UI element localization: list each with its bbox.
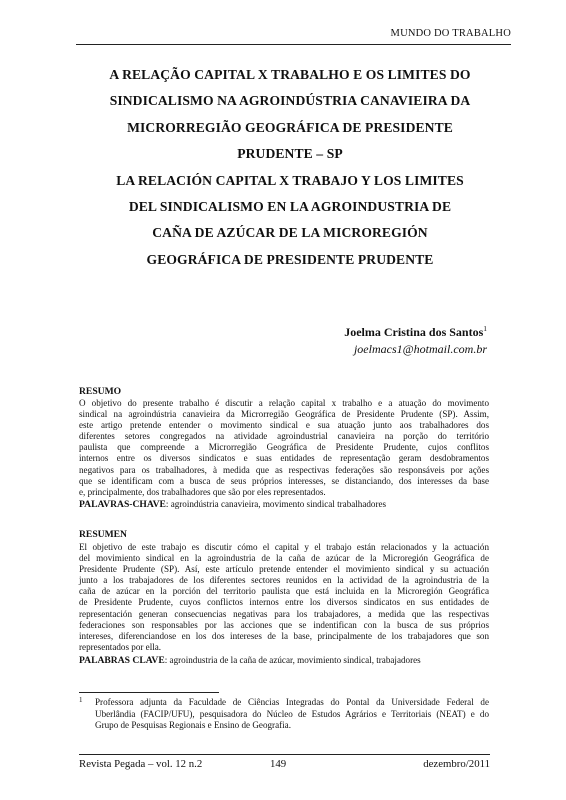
keywords-text: : agroindústria canavieira, movimento sindical trabalhadores [165, 499, 387, 509]
author-email[interactable]: joelmacs1@hotmail.com.br [353, 342, 487, 356]
resumen-line: intereses, diferenciandose en los dos intereses de la base, principalmente de los trabajadores que son [79, 630, 489, 641]
resumo-line: diferentes setores congregados na atividade agroindustrial canavieira na porção do território [79, 431, 489, 442]
footnote-line: Grupo de Pesquisas Regionais e Ensino de Geografia. [95, 720, 291, 731]
title-line: GEOGRÁFICA DE PRESIDENTE PRUDENTE [146, 251, 434, 267]
resumen-line: Presidente Prudente (SP). Así, este artículo pretende entender el movimiento sindical y su actuación [79, 564, 489, 575]
title-line: A RELAÇÃO CAPITAL X TRABALHO E OS LIMITES DO [109, 67, 471, 82]
resumo-line: e, principalmente, dos trabalhadores que são por eles representados. [79, 486, 326, 497]
running-header: MUNDO DO TRABALHO [390, 28, 511, 39]
footnote-mark: 1 [79, 696, 83, 704]
author-block [344, 320, 487, 358]
footnote [79, 697, 489, 732]
resumo-line: O objetivo do presente trabalho é discutir a relação capital x trabalho e a atuação do movimento [79, 398, 489, 408]
author-name [344, 320, 487, 341]
keywords-text: : agroindustria de la caña de azúcar, movimiento sindical, trabajadores [164, 655, 421, 665]
journal-name: Revista Pegada – vol. 12 n.2 [79, 758, 203, 770]
footnote-line: Professora adjunta da Faculdade de Ciências Integradas do Pontal da Universidade Federal de [95, 697, 489, 707]
footnote-divider [79, 692, 219, 693]
resumo-line: que se identificam com a busca de seus próprios interesses, se distanciando, dos interesses da base [79, 475, 489, 486]
resumo-line: paulista que compreende a Microrregião Geográfica de Presidente Prudente, cujos conflitos [79, 442, 489, 453]
author-footnote-ref[interactable]: 1 [483, 324, 487, 333]
resumo-heading: RESUMO [79, 386, 122, 397]
title-line: CAÑA DE AZÚCAR DE LA MICROREGIÓN [152, 225, 428, 241]
title-line: LA RELACIÓN CAPITAL X TRABAJO Y LOS LIMITES [116, 172, 464, 188]
header-divider [76, 44, 511, 45]
article-title [70, 62, 510, 273]
resumen-line: del movimiento sindical en la agroindustria de la caña de azúcar de la Microregión Geográfica de [79, 553, 489, 564]
resumen-line: representados por ella. [79, 641, 162, 652]
footnote-body [95, 697, 489, 732]
resumen-line: junto a los trabajadores de los diferentes sectores reunidos en la actividad de la agroindustria de la [79, 575, 489, 586]
resumo-line: este artigo pretende entender o movimento sindical e sua atuação junto aos trabalhadores dos [79, 420, 489, 431]
title-line: SINDICALISMO NA AGROINDÚSTRIA CANAVIEIRA DA [109, 93, 471, 109]
author-name-text: Joelma Cristina dos Santos [344, 325, 484, 339]
title-line: MICRORREGIÃO GEOGRÁFICA DE PRESIDENTE [127, 119, 453, 135]
title-line: PRUDENTE – SP [237, 146, 343, 162]
resumen-line: representación generan consecuencias negativas para los trabajadores, a medida que las respectivas [79, 608, 489, 619]
keywords-label: PALAVRAS-CHAVE [79, 499, 166, 510]
issue-date: dezembro/2011 [423, 758, 490, 770]
resumo-body [79, 398, 489, 498]
resumen-keywords [79, 655, 421, 666]
title-line: DEL SINDICALISMO EN LA AGROINDUSTRIA DE [128, 199, 452, 215]
resumo-line: internos entre os diversos sindicatos e suas entidades de representação geram desdobramentos [79, 453, 489, 464]
page-number: 149 [270, 758, 287, 770]
resumo-line: sindical na agroindústria canavieira da Microrregião Geográfica de Presidente Prudente (SP). Assim, [79, 409, 489, 420]
resumen-line: El objetivo de este trabajo es discutir cómo el capital y el trabajo están relacionados y la actuación [79, 542, 489, 552]
resumo-keywords [79, 499, 386, 510]
resumen-line: de Presidente Prudente, cuyos conflictos internos entre los diversos sindicatos en sus entidades de [79, 597, 489, 608]
footnote-line: Uberlândia (FACIP/UFU), pesquisadora do Núcleo de Estudos Agrários e Territoriais (NEAT) e do [95, 708, 489, 719]
resumen-body [79, 542, 489, 653]
footer-divider [79, 754, 490, 755]
resumen-heading: RESUMEN [79, 529, 127, 540]
resumen-line: federaciones son responsables por las acciones que se indentifican con la busca de sus próprios [79, 619, 489, 630]
resumen-line: caña de azúcar en la porción del territorio paulista que está incluida en la Microregión Geográfica [79, 586, 489, 597]
keywords-label: PALABRAS CLAVE [79, 655, 165, 666]
resumo-line: negativos para os trabalhadores, à medida que as respectivas federações são responsáveis por ações [79, 464, 489, 475]
